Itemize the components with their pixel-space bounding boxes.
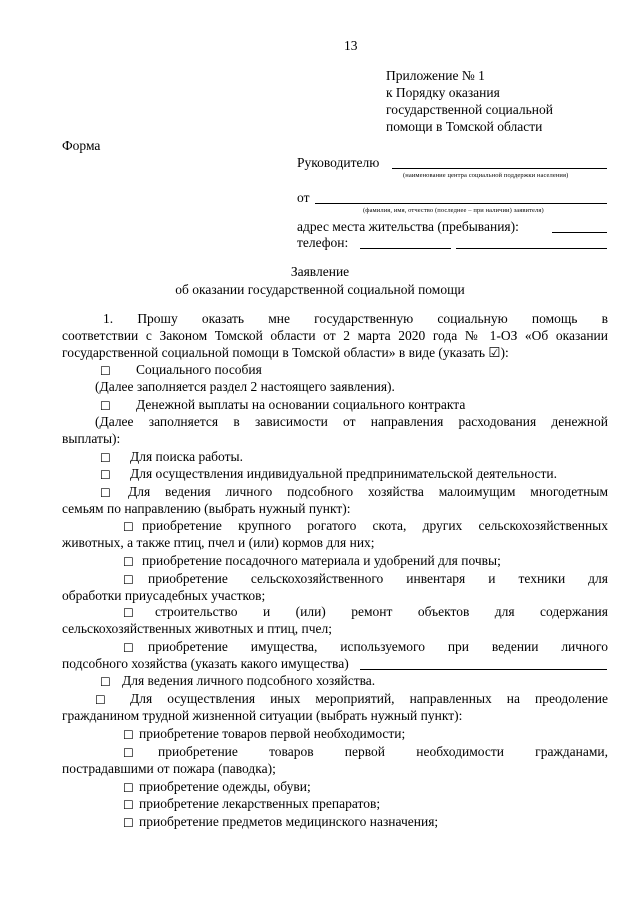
checkbox-icon[interactable]: ☐ [100,486,111,500]
checkbox-construction[interactable] [123,605,134,621]
checkbox-cattle[interactable] [123,519,134,535]
option-clothing: приобретение одежды, обуви; [139,779,311,794]
option-other: Для осуществления иных мероприятий, направленных на преодоление [130,691,608,706]
checkbox-icon[interactable]: ☐ [100,675,111,689]
head-field-line[interactable] [392,168,607,169]
option-essentials: приобретение товаров первой необходимости; [139,726,406,741]
property-field-line[interactable] [360,669,607,670]
appendix-line: Приложение № 1 [386,68,485,83]
document-subtitle: об оказании государственной социальной помощи [175,282,465,297]
option-equipment: обработки приусадебных участков; [62,588,266,603]
checkbox-icon[interactable]: ☐ [100,468,111,482]
option-construction: строительство и (или) ремонт объектов для содержания [155,604,608,619]
checkbox-fire[interactable] [123,745,134,761]
checkbox-icon[interactable]: ☐ [123,746,134,760]
checkbox-other[interactable] [95,692,106,708]
head-label: Руководителю [297,155,380,170]
page-number: 13 [344,38,358,53]
option-seeds: приобретение посадочного материала и удобрений для почвы; [142,553,501,568]
from-label: от [297,190,310,205]
option-farm: Для ведения личного подсобного хозяйства малоимущим многодетным [128,484,608,499]
checkbox-icon[interactable]: ☐ [123,520,134,534]
head-caption: (наименование центра социальной поддержки населения) [403,172,569,179]
phone-field-line-1[interactable] [360,248,451,249]
option-cash-payment: Денежной выплаты на основании социального контракта [136,397,466,412]
item1-line: соответствии с Законом Томской области от 2 марта 2020 года № 1-ОЗ «Об оказании [62,328,608,343]
checkbox-icon[interactable]: ☐ [123,555,134,569]
checkbox-icon[interactable]: ☐ [100,364,111,378]
address-field-line[interactable] [552,232,607,233]
appendix-line: помощи в Томской области [386,119,543,134]
note-social-benefit: (Далее заполняется раздел 2 настоящего заявления). [95,379,395,394]
option-equipment: приобретение сельскохозяйственного инвентаря и техники для [148,571,608,586]
form-label: Форма [62,138,101,153]
option-other: гражданином трудной жизненной ситуации (выбрать нужный пункт): [62,708,463,723]
checkbox-icon[interactable]: ☐ [123,816,134,830]
appendix-line: к Порядку оказания [386,85,500,100]
checkbox-equipment[interactable] [123,572,134,588]
checkbox-social-benefit[interactable] [100,363,111,379]
option-cattle: приобретение крупного рогатого скота, других сельскохозяйственных [142,518,608,533]
phone-label: телефон: [297,235,349,250]
checkbox-icon[interactable]: ☐ [123,728,134,742]
checkbox-cash-payment[interactable] [100,398,111,414]
item1-line: 1. Прошу оказать мне государственную социальную помощь в [103,311,608,326]
checkbox-medicines[interactable] [123,797,134,813]
option-cattle: животных, а также птиц, пчел и (или) кормов для них; [62,535,375,550]
option-farm: семьям по направлению (выбрать нужный пункт): [62,501,351,516]
checkbox-icon[interactable]: ☐ [123,781,134,795]
option-medical-items: приобретение предметов медицинского назначения; [139,814,439,829]
document-title: Заявление [290,264,350,279]
checkbox-seeds[interactable] [123,554,134,570]
checkbox-icon[interactable]: ☐ [123,573,134,587]
note-cash-payment: выплаты): [62,431,121,446]
option-construction: сельскохозяйственных животных и птиц, пчел; [62,621,333,636]
checkbox-essentials[interactable] [123,727,134,743]
from-field-line[interactable] [315,203,607,204]
option-property: приобретение имущества, используемого при ведении личного [148,639,608,654]
checkbox-icon[interactable]: ☐ [123,798,134,812]
address-label: адрес места жительства (пребывания): [297,219,519,234]
checkbox-entrepreneur[interactable] [100,467,111,483]
checkbox-medical-items[interactable] [123,815,134,831]
checkbox-clothing[interactable] [123,780,134,796]
checkbox-job-search[interactable] [100,450,111,466]
from-caption: (фамилия, имя, отчество (последнее – при наличии) заявителя) [363,207,544,214]
option-social-benefit: Социального пособия [136,362,262,377]
checkbox-icon[interactable]: ☐ [95,693,106,707]
option-property: подсобного хозяйства (указать какого имущества) [62,656,349,671]
checkbox-icon[interactable]: ☐ [123,641,134,655]
option-personal-farm: Для ведения личного подсобного хозяйства. [122,673,376,688]
phone-field-line-2[interactable] [456,248,607,249]
option-entrepreneur: Для осуществления индивидуальной предпринимательской деятельности. [130,466,557,481]
option-fire: приобретение товаров первой необходимости гражданами, [158,744,608,759]
appendix-line: государственной социальной [386,102,553,117]
checkbox-icon[interactable]: ☐ [123,606,134,620]
checkbox-personal-farm[interactable] [100,674,111,690]
option-medicines: приобретение лекарственных препаратов; [139,796,381,811]
checkbox-farm[interactable] [100,485,111,501]
option-job-search: Для поиска работы. [130,449,243,464]
checkbox-icon[interactable]: ☐ [100,451,111,465]
checkbox-property[interactable] [123,640,134,656]
note-cash-payment: (Далее заполняется в зависимости от направления расходования денежной [95,414,608,429]
option-fire: пострадавшими от пожара (паводка); [62,761,276,776]
checkbox-icon[interactable]: ☐ [100,399,111,413]
item1-line: государственной социальной помощи в Томской области» в виде (указать ☑): [62,345,509,360]
